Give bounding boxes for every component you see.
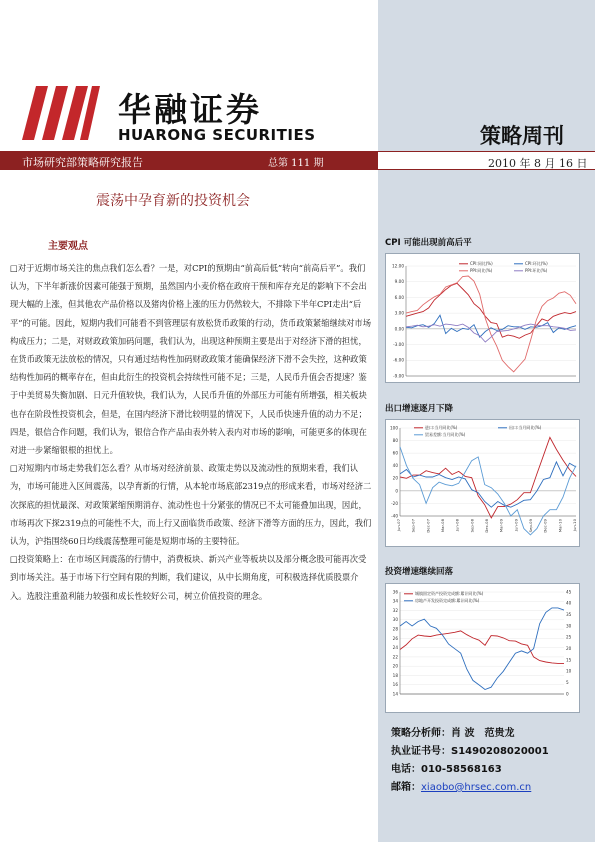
y-right-tick-label: 5 (566, 680, 569, 686)
report-headline: 震荡中孕育新的投资机会 (96, 193, 250, 209)
x-tick-label: Mar-08 (440, 519, 445, 533)
y-tick-label: 3.00 (394, 310, 404, 316)
series-line-2 (406, 276, 576, 372)
logo-name-cn: 华融证券 (118, 90, 262, 129)
y-right-tick-label: 40 (566, 600, 572, 606)
legend-label: CPI:环比(%) (525, 261, 548, 266)
y-right-tick-label: 30 (566, 623, 572, 629)
legend-label: 进口:当月同比(%) (425, 425, 458, 430)
x-tick-label: Jun-07 (396, 519, 401, 532)
header-band-right (378, 151, 595, 170)
y-tick-label: 0 (395, 488, 398, 494)
x-tick-label: Mar-10 (557, 519, 563, 533)
company-logo (22, 82, 316, 152)
y-tick-label: 24 (392, 645, 398, 651)
y-tick-label: 26 (392, 635, 398, 641)
y-tick-label: 0.00 (394, 326, 404, 332)
y-tick-label: -20 (391, 500, 398, 506)
y-tick-label: 34 (392, 598, 398, 604)
y-right-tick-label: 0 (566, 691, 569, 697)
series-line-0 (406, 283, 576, 338)
x-tick-label: Sep-08 (469, 519, 475, 533)
y-right-tick-label: 35 (566, 612, 572, 618)
series-line-0 (400, 631, 564, 664)
paragraph-text: 投资策略上：在市场区间震荡的行情中，消费板块、新兴产业等板块以及部分概念股可能再次受到市场关注。基于市场下行空间有限的判断，我们建议，从中长期角度，可积极选择优质股票介入。选股注重盈利能力较强和成长性较好公司，树立价值投资的理念。 (10, 554, 367, 601)
cert-number: S1490208020001 (451, 746, 549, 757)
legend-label: 出口:当月同比(%) (509, 425, 542, 430)
email-link[interactable]: xiaobo@hrsec.com.cn (421, 782, 532, 793)
x-tick-label: Dec-09 (542, 519, 548, 533)
paragraph-2 (10, 459, 372, 550)
y-right-tick-label: 20 (566, 646, 572, 652)
x-tick-label: Sep-07 (410, 519, 416, 533)
x-tick-label: Jun-08 (454, 519, 460, 532)
legend-label: 城镇固定资产投资完成额:累计同比(%) (415, 591, 484, 596)
x-tick-label: Sep-09 (528, 519, 533, 533)
analyst-label: 策略分析师： (391, 728, 451, 739)
y-tick-label: -6.00 (393, 357, 404, 363)
y-tick-label: 14 (392, 691, 398, 697)
y-tick-label: 60 (392, 450, 398, 456)
phone-label: 电话： (391, 764, 421, 775)
paragraph-3 (10, 550, 372, 605)
x-tick-label: Jun-09 (513, 519, 519, 532)
legend-label: 房地产开发投资完成额:累计同比(%) (415, 598, 480, 603)
y-right-tick-label: 10 (566, 668, 572, 674)
analyst-info (391, 725, 591, 797)
department-label: 市场研究部策略研究报告 (22, 156, 143, 169)
checkbox-bullet-icon: □ (10, 263, 18, 273)
y-tick-label: 32 (392, 607, 398, 613)
legend-label: CPI:同比(%) (470, 261, 493, 266)
y-tick-label: 18 (392, 672, 398, 678)
y-tick-label: -40 (391, 513, 398, 519)
y-tick-label: 100 (390, 425, 398, 431)
chart-export (385, 419, 580, 547)
section-title: 主要观点 (48, 241, 88, 252)
checkbox-bullet-icon: □ (10, 554, 18, 565)
x-tick-label: Jun-10 (572, 519, 577, 532)
y-tick-label: 20 (392, 663, 398, 669)
x-tick-label: Dec-07 (425, 519, 431, 533)
chart-title-cpi: CPI 可能出现前高后平 (385, 238, 472, 248)
y-tick-label: 12.00 (392, 263, 404, 269)
y-tick-label: -3.00 (393, 341, 404, 347)
header-band-left (0, 151, 378, 170)
paragraph-1 (10, 259, 372, 459)
email-row (391, 779, 591, 797)
phone-row (391, 761, 591, 779)
x-tick-label: Mar-09 (498, 519, 504, 533)
y-tick-label: 6.00 (394, 294, 404, 300)
cert-label: 执业证书号： (391, 746, 451, 757)
cert-row (391, 743, 591, 761)
chart-cpi (385, 253, 580, 383)
y-tick-label: 28 (392, 626, 398, 632)
logo-bars-icon (22, 82, 100, 144)
logo-name-en: HUARONG SECURITIES (118, 126, 316, 144)
y-tick-label: 22 (392, 654, 398, 660)
chart-title-export: 出口增速逐月下降 (385, 404, 454, 414)
report-date: 2010 年 8 月 16 日 (488, 157, 588, 170)
y-tick-label: 36 (392, 589, 398, 595)
y-tick-label: 40 (392, 463, 398, 469)
analyst-row (391, 725, 591, 743)
y-tick-label: -9.00 (393, 373, 404, 379)
checkbox-bullet-icon: □ (10, 463, 18, 474)
paragraph-text: 对短期内市场走势我们怎么看？从市场对经济前景、政策走势以及流动性的预期来看，我们认为，市场可能进入区间震荡，以孕育新的行情，从本轮市场底部2319点的形成来看，市场对经济二次探底的担忧最深、对政策紧缩预期消存、流动性也十分紧张的情况已不太可能叠加出现，因此，市场再次下探2319点的可能性不大，而上行又面临货币政策、经济下滑等方面的压力，因此，我们认为，沪指围绕60日均线震荡整理可能是短期市场的主要特征。 (10, 463, 372, 547)
x-tick-label: Dec-08 (484, 519, 489, 533)
chart-fai (385, 583, 580, 713)
y-right-tick-label: 45 (566, 589, 572, 595)
series-line-1 (400, 462, 576, 507)
chart-fai-svg (386, 584, 581, 714)
paragraph-text: 对于近期市场关注的焦点我们怎么看？一是，对CPI的预期由“前高后低”转向“前高后平”。我们认为，下半年新涨价因素可能强于预期，虽然国内小麦价格在政府干预和库存充足的影响下不会出现大幅的上涨，但其他农产品价格以及猪肉价格上涨的压力仍然较大，不排除下半年CPI走出“后平”的可能。因此，短期内我们可能看不到管理层有放松货币政策的行动，货币政策紧缩继续对市场构成压力；二是，对财政政策加码问题，我们认为，出现这种预期主要是出于对经济下滑的担忧，在货币政策无法放松的情况，只有通过结构性加码财政政策才能确保经济下滑不会失控，这种政策结构性加码的概率存在，但由此衍生的投资机会持续性可能不足；三是，人民币升值会否提速？鉴于中美贸易失衡加剧、日元升值较快，我们认为，人民币升值的外部压力可能有所增强，相关板块也存在阶段性投资机会，但是，在国内经济下滑比较明显的情况下，人民币快速升值的动力不足；四是，银信合作问题，我们认为，银信合作产品由表外转入表内对市场的影响，可能更多的体现在对进一步紧缩银根的担忧上。 (10, 263, 372, 456)
email-label: 邮箱： (391, 782, 421, 793)
chart-title-fai: 投资增速继续回落 (385, 567, 454, 577)
y-tick-label: 80 (392, 437, 398, 443)
y-right-tick-label: 15 (566, 657, 572, 663)
y-tick-label: 16 (392, 682, 398, 688)
y-tick-label: 20 (392, 475, 398, 481)
y-tick-label: 30 (392, 617, 398, 623)
main-body (10, 259, 372, 605)
series-line-1 (400, 608, 564, 690)
analyst-names: 肖 波 范贵龙 (451, 728, 515, 739)
phone-number: 010-58568163 (421, 764, 502, 775)
y-right-tick-label: 25 (566, 634, 572, 640)
legend-label: PPI:同比(%) (470, 268, 493, 273)
y-tick-label: 9.00 (394, 279, 404, 285)
header-band (0, 151, 595, 170)
issue-number: 总第 111 期 (268, 158, 324, 169)
chart-export-svg (386, 420, 581, 548)
legend-label: PPI:环比(%) (525, 268, 548, 273)
report-type: 策略周刊 (480, 124, 564, 148)
chart-cpi-svg (386, 254, 581, 384)
legend-label: 贸易差额:当月同比(%) (425, 432, 466, 437)
